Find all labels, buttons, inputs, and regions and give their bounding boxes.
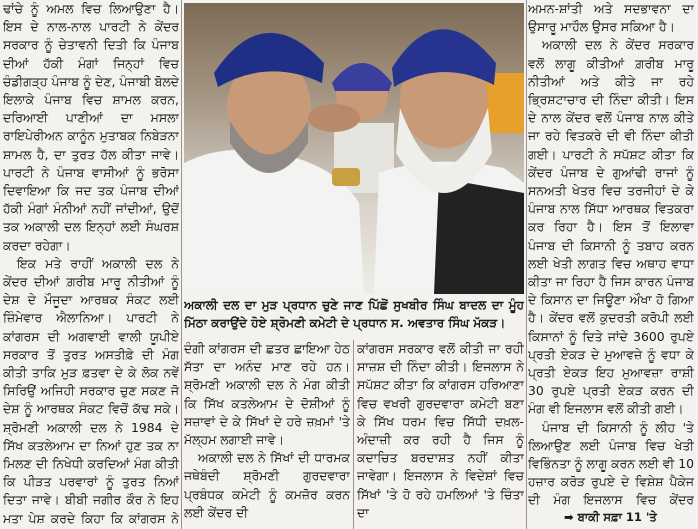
right-paragraph-3: ਪੰਜਾਬ ਦੀ ਕਿਸਾਨੀ ਨੂੰ ਲੀਹ 'ਤੇ ਲਿਆਉਣ ਲਈ ਪੰਜਾਬ ਵਿਚ ਖੇਤੀ ਵਿਭਿੰਨਤਾ ਨੂੰ ਲਾਗੂ ਕਰਨ ਲਈ ਵੀ 10 ਹਜ਼ਾਰ ਕਰੋੜ ਰੁਪਏ ਦੇ ਵਿਸ਼ੇਸ਼ ਪੈਕੇਜ ਦੀ ਮੰਗ ਇਜਲਾਸ ਵਿਚ ਕੇਂਦਰ [528,419,694,508]
background-turban [332,63,392,91]
left-column [3,0,179,529]
news-photo [184,3,524,294]
column-divider [526,0,527,529]
column-divider [181,0,182,529]
mid1-paragraph-2: ਅਕਾਲੀ ਦਲ ਨੇ ਸਿੱਖਾਂ ਦੀ ਧਾਰਮਕ ਜਥੇਬੰਦੀ ਸ਼੍ਰੋਮਣੀ ਗੁਰਦਵਾਰਾ ਪ੍ਰਬੰਧਕ ਕਮੇਟੀ ਨੂੰ ਕਮਜ਼ੋਰ ਕਰਨ ਲਈ ਕੇਂਦਰ ਦੀ [184,450,350,520]
right-man-vest [434,178,524,294]
mid2-paragraph-1: ਕਾਂਗਰਸ ਸਰਕਾਰ ਵਲੋਂ ਕੀਤੀ ਜਾ ਰਹੀ ਸਾਜ਼ਸ਼ ਦੀ ਨਿੰਦਾ ਕੀਤੀ। ਇਜਲਾਸ ਨੇ ਸਪੱਸ਼ਟ ਕੀਤਾ ਕਿ ਕਾਂਗਰਸ ਹਰਿਆਣਾ ਵਿਚ ਵਖਰੀ ਗੁਰਦਵਾਰਾ ਕਮੇਟੀ ਬਣਾ ਕੇ ਸਿੱਖ ਧਰਮ ਵਿਚ ਸਿੱਧੀ ਦਖ਼ਲ-ਅੰਦਾਜ਼ੀ ਕਰ ਰਹੀ ਹੈ ਜਿਸ ਨੂੰ ਕਦਾਚਿਤ ਬਰਦਾਸ਼ਤ ਨਹੀਂ ਕੀਤਾ ਜਾਵੇਗਾ। ਇਜਲਾਸ ਨੇ ਵਿਦੇਸ਼ਾਂ ਵਿਚ ਸਿੱਖਾਂ 'ਤੇ ਹੋ ਰਹੇ ਹਮਲਿਆਂ 'ਤੇ ਚਿੰਤਾ ਦਾ [357,341,524,520]
mid1-paragraph-1: ਦੰਗੀ ਕਾਂਗਰਸ ਦੀ ਛਤਰ ਛਾਇਆ ਹੇਠ ਸੱਤਾ ਦਾ ਅਨੰਦ ਮਾਣ ਰਹੇ ਹਨ। ਸ਼੍ਰੋਮਣੀ ਅਕਾਲੀ ਦਲ ਨੇ ਮੰਗ ਕੀਤੀ ਕਿ ਸਿੱਖ ਕਤਲੇਆਮ ਦੇ ਦੋਸ਼ੀਆਂ ਨੂੰ ਸਜ਼ਾਵਾਂ ਦੇ ਕੇ ਸਿੱਖਾਂ ਦੇ ਹਰੇ ਜ਼ਖ਼ਮਾਂ 'ਤੇ ਮੱਲ੍ਹਮ ਲਗਾਈ ਜਾਵੇ। [184,341,350,448]
right-column [528,0,694,508]
right-paragraph-1: ਅਮਨ-ਸ਼ਾਂਤੀ ਅਤੇ ਸਦਭਾਵਨਾ ਦਾ ਉਸਾਰੂ ਮਾਹੌਲ ਉਸਰ ਸਕਿਆ ਹੈ। [528,1,694,35]
middle-column-1 [184,340,350,529]
feeding-hand [308,104,360,132]
column-divider [353,340,354,529]
right-paragraph-2: ਅਕਾਲੀ ਦਲ ਨੇ ਕੇਂਦਰ ਸਰਕਾਰ ਵਲੋਂ ਲਾਗੂ ਕੀਤੀਆਂ ਗ਼ਰੀਬ ਮਾਰੂ ਨੀਤੀਆਂ ਅਤੇ ਕੀਤੇ ਜਾ ਰਹੇ ਭ੍ਰਿਸ਼ਟਾਚਾਰ ਦੀ ਨਿੰਦਾ ਕੀਤੀ। ਇਸ ਦੇ ਨਾਲ ਕੇਂਦਰ ਵਲੋਂ ਪੰਜਾਬ ਨਾਲ ਕੀਤੇ ਜਾ ਰਹੇ ਵਿਤਕਰੇ ਦੀ ਵੀ ਨਿੰਦਾ ਕੀਤੀ ਗਈ। ਪਾਰਟੀ ਨੇ ਸਪੱਸ਼ਟ ਕੀਤਾ ਕਿ ਕੇਂਦਰ ਪੰਜਾਬ ਦੇ ਗੁਆਂਢੀ ਰਾਜਾਂ ਨੂੰ ਸਨਅਤੀ ਖੇਤਰ ਵਿਚ ਤਰਜੀਹਾਂ ਦੇ ਕੇ ਪੰਜਾਬ ਨਾਲ ਸਿੱਧਾ ਆਰਥਕ ਵਿਤਕਰਾ ਕਰ ਰਿਹਾ ਹੈ। ਇਸ ਤੋਂ ਇਲਾਵਾ ਪੰਜਾਬ ਦੀ ਕਿਸਾਨੀ ਨੂੰ ਤਬਾਹ ਕਰਨ ਲਈ ਖੇਤੀ ਲਾਗਤ ਵਿਚ ਅਥਾਹ ਵਾਧਾ ਕੀਤਾ ਜਾ ਰਿਹਾ ਹੈ ਜਿਸ ਕਾਰਨ ਪੰਜਾਬ ਦੇ ਕਿਸਾਨ ਦਾ ਜਿਊਣਾ ਔਖਾ ਹੋ ਗਿਆ ਹੈ। ਕੇਂਦਰ ਵਲੋਂ ਕੁਦਰਤੀ ਕਰੋਪੀ ਲਈ ਕਿਸਾਨਾਂ ਨੂੰ ਦਿਤੇ ਜਾਂਦੇ 3600 ਰੁਪਏ ਪ੍ਰਤੀ ਏਕੜ ਦੇ ਮੁਆਵਜ਼ੇ ਨੂੰ ਵਧਾ ਕੇ ਪ੍ਰਤੀ ਏਕੜ ਇਹ ਮੁਆਵਜ਼ਾ ਰਾਸ਼ੀ 30 ਰੁਪਏ ਪ੍ਰਤੀ ਏਕੜ ਕਰਨ ਦੀ ਮੰਗ ਵੀ ਇਜਲਾਸ ਵਲੋਂ ਕੀਤੀ ਗਈ। [528,37,694,417]
left-paragraph-2: ਇਕ ਮਤੇ ਰਾਹੀਂ ਅਕਾਲੀ ਦਲ ਨੇ ਕੇਂਦਰ ਦੀਆਂ ਗ਼ਰੀਬ ਮਾਰੂ ਨੀਤੀਆਂ ਨੂੰ ਦੇਸ਼ ਦੇ ਮੌਜੂਦਾ ਆਰਥਕ ਸੰਕਟ ਲਈ ਜ਼ਿੰਮੇਵਾਰ ਐਲਾਨਿਆ। ਪਾਰਟੀ ਨੇ ਕਾਂਗਰਸ ਦੀ ਅਗਵਾਈ ਵਾਲੀ ਯੂਪੀਏ ਸਰਕਾਰ ਤੋਂ ਤੁਰਤ ਅਸਤੀਫ਼ੇ ਦੀ ਮੰਗ ਕੀਤੀ ਤਾਕਿ ਮੁੜ ਫ਼ਤਵਾ ਦੇ ਕੇ ਲੋਕ ਨਵੇਂ ਸਿਰਿਉਂ ਅਜਿਹੀ ਸਰਕਾਰ ਚੁਣ ਸਕਣ ਜੋ ਦੇਸ਼ ਨੂੰ ਆਰਥਕ ਸੰਕਟ ਵਿਚੋਂ ਕੱਢ ਸਕੇ। ਸ਼੍ਰੋਮਣੀ ਅਕਾਲੀ ਦਲ ਨੇ 1984 ਦੇ ਸਿੱਖ ਕਤਲੇਆਮ ਦਾ ਨਿਆਂ ਹੁਣ ਤਕ ਨਾ ਮਿਲਣ ਦੀ ਨਿਖੇਧੀ ਕਰਦਿਆਂ ਮੰਗ ਕੀਤੀ ਕਿ ਪੀੜਤ ਪਰਵਾਰਾਂ ਨੂੰ ਤੁਰਤ ਨਿਆਂ ਦਿਤਾ ਜਾਵੇ। ਬੀਬੀ ਜਗੀਰ ਕੌਰ ਨੇ ਇਹ ਮਤਾ ਪੇਸ਼ ਕਰਦੇ ਕਿਹਾ ਕਿ ਕਾਂਗਰਸ ਨੇ [3,255,179,526]
wrist-watch [332,168,360,186]
photo-illustration [184,3,524,294]
middle-column-2 [357,340,524,529]
left-paragraph-1: ਢਾਂਚੇ ਨੂੰ ਅਮਲ ਵਿਚ ਲਿਆਉਣਾ ਹੈ। ਇਸ ਦੇ ਨਾਲ-ਨਾਲ ਪਾਰਟੀ ਨੇ ਕੇਂਦਰ ਸਰਕਾਰ ਨੂੰ ਚੇਤਾਵਨੀ ਦਿਤੀ ਕਿ ਪੰਜਾਬ ਦੀਆਂ ਹੱਕੀ ਮੰਗਾਂ ਜਿਨ੍ਹਾਂ ਵਿਚ ਚੰਡੀਗੜ੍ਹ ਪੰਜਾਬ ਨੂੰ ਦੇਣ, ਪੰਜਾਬੀ ਬੋਲਦੇ ਇਲਾਕੇ ਪੰਜਾਬ ਵਿਚ ਸ਼ਾਮਲ ਕਰਨ, ਦਰਿਆਈ ਪਾਣੀਆਂ ਦਾ ਮਸਲਾ ਰਾਇਪੇਰੀਅਨ ਕਾਨੂੰਨ ਮੁਤਾਬਕ ਨਿਬੇੜਨਾ ਸ਼ਾਮਲ ਹੈ, ਦਾ ਤੁਰਤ ਹੱਲ ਕੀਤਾ ਜਾਵੇ। ਪਾਰਟੀ ਨੇ ਪੰਜਾਬ ਵਾਸੀਆਂ ਨੂੰ ਭਰੋਸਾ ਦਿਵਾਇਆ ਕਿ ਜਦ ਤਕ ਪੰਜਾਬ ਦੀਆਂ ਹੱਕੀ ਮੰਗਾਂ ਮੰਨੀਆਂ ਨਹੀਂ ਜਾਂਦੀਆਂ, ਉਦੋਂ ਤਕ ਅਕਾਲੀ ਦਲ ਇਨ੍ਹਾਂ ਲਈ ਸੰਘਰਸ਼ ਕਰਦਾ ਰਹੇਗਾ। [3,1,179,253]
continued-on-page: ➡ ਬਾਕੀ ਸਫ਼ਾ 11 'ਤੇ [564,510,657,524]
photo-caption: ਅਕਾਲੀ ਦਲ ਦਾ ਮੁੜ ਪ੍ਰਧਾਨ ਚੁਣੇ ਜਾਣ ਪਿੱਛੋਂ ਸੁਖਬੀਰ ਸਿੰਘ ਬਾਦਲ ਦਾ ਮੂੰਹ ਮਿੱਠਾ ਕਰਾਉਂਦੇ ਹੋਏ ਸ਼੍ਰੋਮਣੀ ਕਮੇਟੀ ਦੇ ਪ੍ਰਧਾਨ ਸ. ਅਵਤਾਰ ਸਿੰਘ ਮੱਕੜ। [184,298,524,330]
